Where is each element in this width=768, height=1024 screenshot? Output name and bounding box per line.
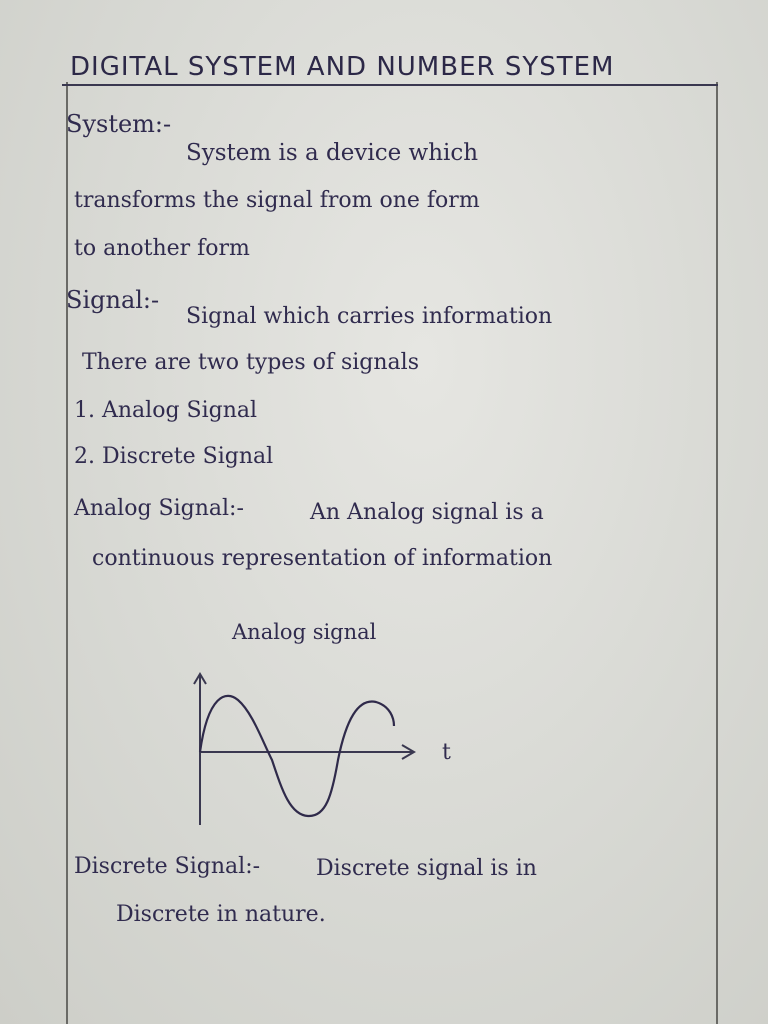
- system-heading: System:-: [66, 110, 172, 138]
- discrete-text-1: Discrete signal is in: [316, 856, 537, 881]
- analog-text-1: An Analog signal is a: [310, 500, 544, 525]
- graph-label: Analog signal: [232, 620, 377, 644]
- sine-wave: [200, 696, 394, 816]
- analog-text-2: continuous representation of information: [92, 546, 553, 571]
- title-underline: [62, 84, 718, 86]
- right-margin-line: [716, 82, 718, 1024]
- discrete-text-2: Discrete in nature.: [116, 902, 326, 927]
- page-title: DIGITAL SYSTEM AND NUMBER SYSTEM: [70, 52, 615, 82]
- signal-text-2: There are two types of signals: [82, 350, 420, 375]
- signal-type-1: 1. Analog Signal: [74, 398, 258, 423]
- t-axis-label: t: [442, 740, 451, 765]
- signal-type-2: 2. Discrete Signal: [74, 444, 274, 469]
- signal-heading: Signal:-: [66, 286, 160, 314]
- system-text-3: to another form: [74, 236, 250, 261]
- sine-wave-plot: [180, 600, 480, 840]
- system-text-1: System is a device which: [186, 140, 479, 166]
- signal-text-1: Signal which carries information: [186, 304, 553, 329]
- left-margin-line: [66, 82, 68, 1024]
- discrete-heading: Discrete Signal:-: [74, 854, 261, 879]
- system-text-2: transforms the signal from one form: [74, 188, 480, 213]
- analog-heading: Analog Signal:-: [74, 496, 244, 521]
- analog-signal-graph: [180, 600, 480, 840]
